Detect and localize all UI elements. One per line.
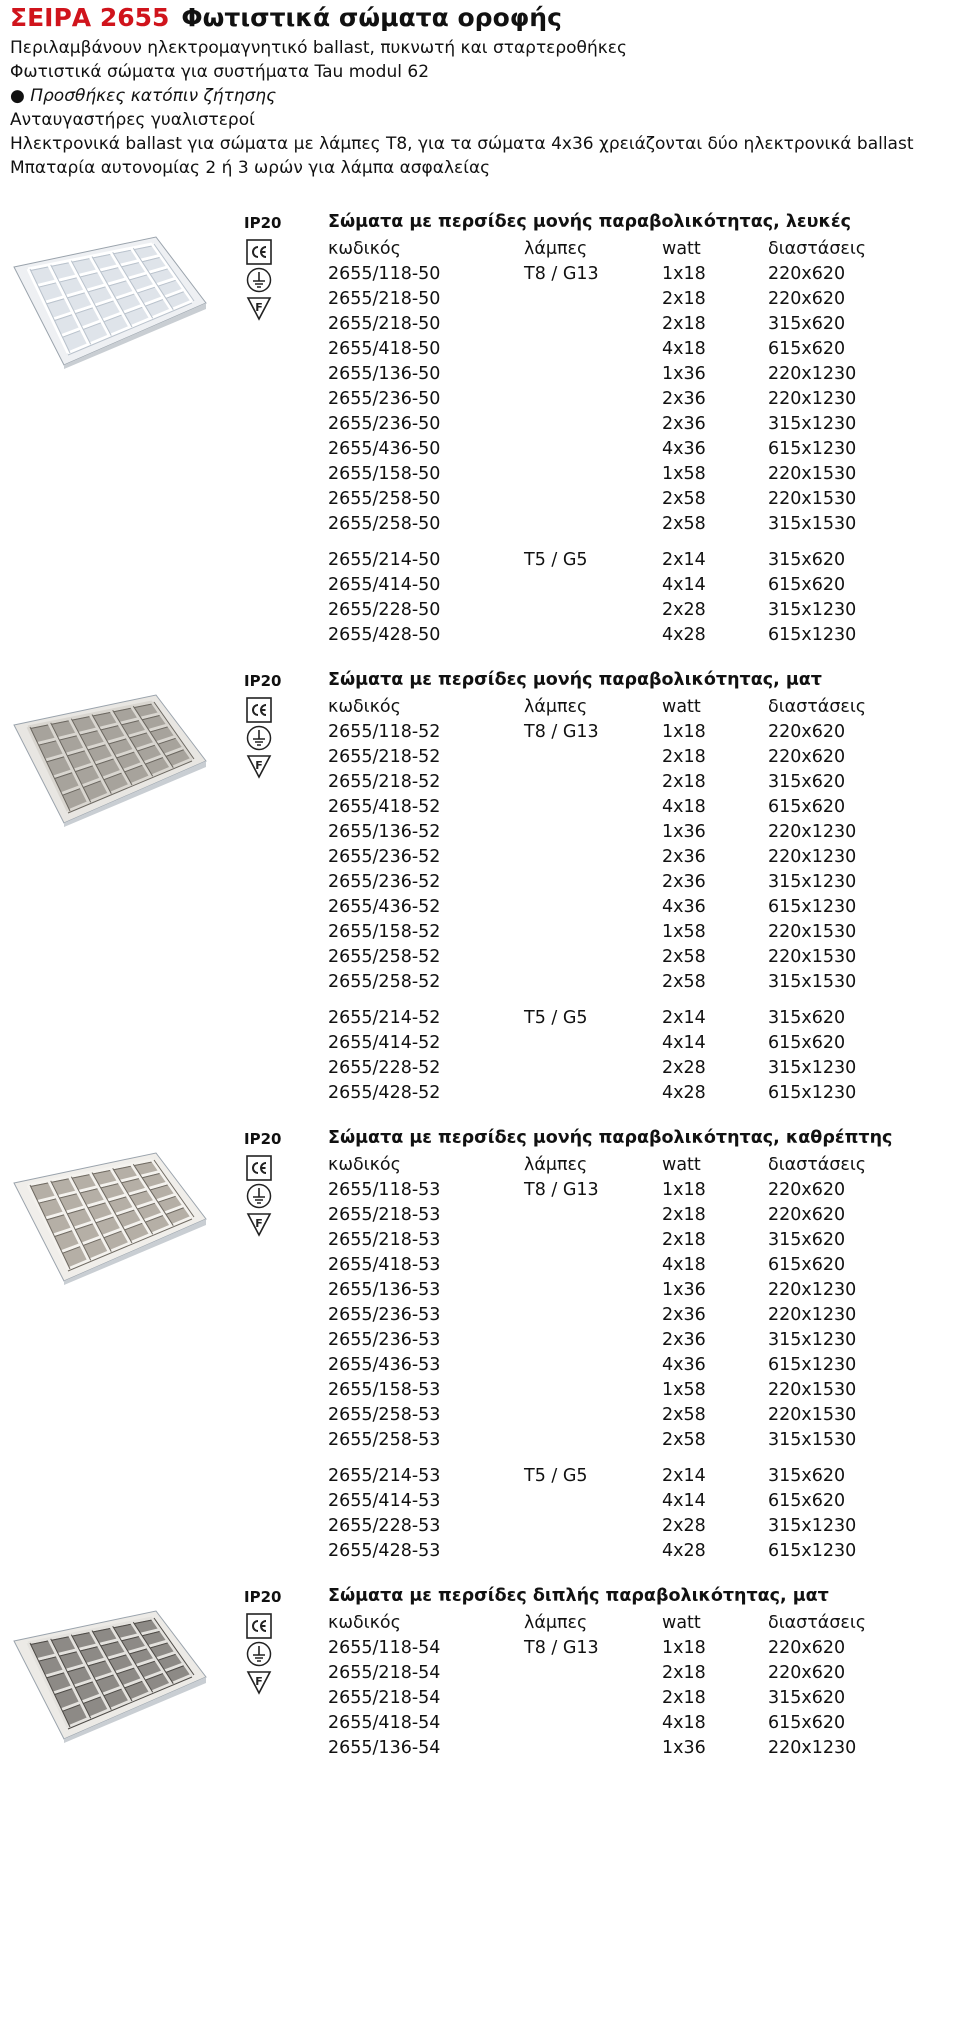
table-header: [328, 1153, 948, 1178]
ip-rating: IP20: [244, 1588, 282, 1606]
cell-code: 2655/418-53: [328, 1255, 441, 1275]
cell-code: 2655/236-53: [328, 1305, 441, 1325]
cell-dims: 315x620: [768, 1230, 846, 1250]
cell-watt: 2x36: [662, 1330, 706, 1350]
cell-watt: 2x28: [662, 1058, 706, 1078]
cell-lamps: T5 / G5: [524, 1008, 588, 1028]
col-header-watt: watt: [662, 1155, 701, 1175]
section-title: Σώματα με περσίδες μονής παραβολικότητας, λευκές: [328, 212, 852, 232]
table-row: [328, 1178, 948, 1203]
cell-dims: 615x620: [768, 797, 846, 817]
cell-dims: 220x620: [768, 1205, 846, 1225]
table-row: [328, 1031, 948, 1056]
cell-dims: 315x620: [768, 314, 846, 334]
table-row: [328, 548, 948, 573]
cell-watt: 2x58: [662, 514, 706, 534]
cell-watt: 2x58: [662, 972, 706, 992]
cell-dims: 315x620: [768, 772, 846, 792]
cell-code: 2655/236-52: [328, 872, 441, 892]
cell-watt: 4x36: [662, 897, 706, 917]
cell-dims: 220x1230: [768, 1738, 857, 1758]
table-row: [328, 1514, 948, 1539]
table-row: [328, 1636, 948, 1661]
cell-dims: 220x1230: [768, 822, 857, 842]
cell-dims: 615x620: [768, 1713, 846, 1733]
cell-code: 2655/214-52: [328, 1008, 441, 1028]
cell-dims: 315x1230: [768, 872, 857, 892]
cell-dims: 315x1230: [768, 600, 857, 620]
svg-text:F: F: [255, 1675, 263, 1688]
cell-code: 2655/218-50: [328, 289, 441, 309]
cell-dims: 220x1230: [768, 364, 857, 384]
cell-code: 2655/228-50: [328, 600, 441, 620]
cell-code: 2655/136-54: [328, 1738, 441, 1758]
cell-code: 2655/218-53: [328, 1205, 441, 1225]
cell-lamps: T8 / G13: [524, 264, 599, 284]
table-row: [328, 720, 948, 745]
cell-code: 2655/136-50: [328, 364, 441, 384]
cell-watt: 2x18: [662, 747, 706, 767]
cell-code: 2655/236-52: [328, 847, 441, 867]
table-row: [328, 920, 948, 945]
table-row: [328, 970, 948, 995]
cell-watt: 2x18: [662, 1230, 706, 1250]
cell-code: 2655/414-52: [328, 1033, 441, 1053]
flammable-surface-icon: [246, 753, 272, 779]
col-header-lamps: λάμπες: [524, 239, 588, 259]
cell-lamps: T8 / G13: [524, 1638, 599, 1658]
section-title: Σώματα με περσίδες μονής παραβολικότητας, ματ: [328, 670, 822, 690]
cell-code: 2655/418-54: [328, 1713, 441, 1733]
earth-ground-icon: [246, 267, 272, 293]
cell-dims: 220x620: [768, 1638, 846, 1658]
cell-dims: 220x620: [768, 264, 846, 284]
cell-dims: 220x620: [768, 289, 846, 309]
cell-dims: 615x620: [768, 1491, 846, 1511]
col-header-dims: διαστάσεις: [768, 1155, 867, 1175]
cell-dims: 220x1230: [768, 847, 857, 867]
table-row: [328, 1056, 948, 1081]
cell-dims: 315x620: [768, 1688, 846, 1708]
cell-code: 2655/236-50: [328, 414, 441, 434]
table-row: [328, 945, 948, 970]
table-row: [328, 312, 948, 337]
cell-dims: 315x620: [768, 1466, 846, 1486]
cell-watt: 2x18: [662, 289, 706, 309]
table-row: [328, 1203, 948, 1228]
cell-code: 2655/418-50: [328, 339, 441, 359]
cell-dims: 615x620: [768, 339, 846, 359]
col-header-code: κωδικός: [328, 1613, 401, 1633]
cell-watt: 4x18: [662, 1255, 706, 1275]
product-section: [0, 212, 960, 652]
cell-dims: 220x620: [768, 1180, 846, 1200]
svg-text:F: F: [255, 759, 263, 772]
cell-dims: 315x1530: [768, 1430, 857, 1450]
earth-ground-icon: [246, 1183, 272, 1209]
ce-mark-icon: [246, 239, 272, 265]
cell-code: 2655/218-53: [328, 1230, 441, 1250]
table-row: [328, 1253, 948, 1278]
cell-dims: 615x1230: [768, 1541, 857, 1561]
table-row: [328, 1278, 948, 1303]
flammable-surface-icon: [246, 295, 272, 321]
table-row: [328, 795, 948, 820]
cell-watt: 4x36: [662, 439, 706, 459]
svg-text:F: F: [255, 301, 263, 314]
page-title: Φωτιστικά σώματα οροφής: [181, 3, 562, 32]
table-row: [328, 1403, 948, 1428]
series-title: ΣΕΙΡΑ 2655: [10, 3, 170, 32]
cell-code: 2655/228-52: [328, 1058, 441, 1078]
table-row: [328, 870, 948, 895]
ce-mark-icon: [246, 1613, 272, 1639]
cell-dims: 220x1530: [768, 464, 857, 484]
flammable-surface-icon: [246, 1669, 272, 1695]
table-row: [328, 1464, 948, 1489]
cell-code: 2655/218-54: [328, 1688, 441, 1708]
cell-code: 2655/218-52: [328, 747, 441, 767]
cell-code: 2655/158-50: [328, 464, 441, 484]
cell-lamps: T8 / G13: [524, 1180, 599, 1200]
cell-watt: 2x28: [662, 600, 706, 620]
cell-dims: 315x1230: [768, 1516, 857, 1536]
cell-code: 2655/436-53: [328, 1355, 441, 1375]
cell-code: 2655/418-52: [328, 797, 441, 817]
cell-watt: 2x58: [662, 489, 706, 509]
cell-watt: 4x28: [662, 625, 706, 645]
title-row: [10, 0, 955, 36]
cell-watt: 1x18: [662, 1180, 706, 1200]
earth-ground-icon: [246, 1641, 272, 1667]
table-row: [328, 487, 948, 512]
cell-dims: 315x1230: [768, 414, 857, 434]
table-row: [328, 462, 948, 487]
table-row: [328, 895, 948, 920]
col-header-watt: watt: [662, 1613, 701, 1633]
ip-rating: IP20: [244, 672, 282, 690]
intro-line: Ηλεκτρονικά ballast για σώματα με λάμπες T8, για τα σώματα 4x36 χρειάζονται δύο ηλεκτρονικά ballast: [10, 134, 914, 154]
table-row: [328, 1489, 948, 1514]
luminaire-double-parabolic-louver-image: [6, 1607, 211, 1743]
table-row: [328, 437, 948, 462]
col-header-code: κωδικός: [328, 1155, 401, 1175]
ce-mark-icon: [246, 1155, 272, 1181]
cell-watt: 2x58: [662, 947, 706, 967]
col-header-lamps: λάμπες: [524, 1155, 588, 1175]
cell-code: 2655/236-50: [328, 389, 441, 409]
table-header: [328, 237, 948, 262]
table-row: [328, 623, 948, 648]
cell-watt: 2x18: [662, 1688, 706, 1708]
cell-dims: 220x1530: [768, 922, 857, 942]
intro-line: Περιλαμβάνουν ηλεκτρομαγνητικό ballast, πυκνωτή και σταρτεροθήκες: [10, 38, 627, 58]
cell-code: 2655/428-50: [328, 625, 441, 645]
cell-watt: 2x18: [662, 314, 706, 334]
cell-code: 2655/118-54: [328, 1638, 441, 1658]
cell-code: 2655/218-50: [328, 314, 441, 334]
table-header: [328, 695, 948, 720]
cell-watt: 4x14: [662, 1033, 706, 1053]
cell-watt: 4x18: [662, 797, 706, 817]
cell-dims: 220x1530: [768, 1380, 857, 1400]
table-row: [328, 1539, 948, 1564]
cell-watt: 1x36: [662, 1738, 706, 1758]
table-row: [328, 387, 948, 412]
flammable-surface-icon: [246, 1211, 272, 1237]
table-row: [328, 1686, 948, 1711]
cell-dims: 220x1230: [768, 1305, 857, 1325]
col-header-dims: διαστάσεις: [768, 1613, 867, 1633]
cell-dims: 615x620: [768, 575, 846, 595]
cell-dims: 220x1530: [768, 947, 857, 967]
cell-watt: 1x36: [662, 822, 706, 842]
product-section: [0, 1128, 960, 1568]
cell-dims: 615x1230: [768, 625, 857, 645]
cell-watt: 1x18: [662, 1638, 706, 1658]
cell-dims: 615x1230: [768, 1083, 857, 1103]
cell-code: 2655/118-52: [328, 722, 441, 742]
cell-dims: 315x1230: [768, 1330, 857, 1350]
cell-watt: 1x36: [662, 364, 706, 384]
cell-watt: 4x28: [662, 1541, 706, 1561]
cell-code: 2655/214-53: [328, 1466, 441, 1486]
cell-watt: 4x18: [662, 1713, 706, 1733]
earth-ground-icon: [246, 725, 272, 751]
intro-line: ● Προσθήκες κατόπιν ζήτησης: [10, 86, 277, 106]
cell-dims: 220x1530: [768, 489, 857, 509]
cell-watt: 2x36: [662, 414, 706, 434]
cell-watt: 2x18: [662, 1663, 706, 1683]
table-row: [328, 1081, 948, 1106]
cell-watt: 2x36: [662, 1305, 706, 1325]
cell-watt: 1x58: [662, 1380, 706, 1400]
cell-watt: 2x58: [662, 1430, 706, 1450]
cell-code: 2655/158-52: [328, 922, 441, 942]
cell-code: 2655/436-52: [328, 897, 441, 917]
cell-code: 2655/218-54: [328, 1663, 441, 1683]
table-row: [328, 1353, 948, 1378]
cell-watt: 2x36: [662, 847, 706, 867]
cell-watt: 2x36: [662, 872, 706, 892]
cell-dims: 220x620: [768, 722, 846, 742]
cell-watt: 4x18: [662, 339, 706, 359]
cell-dims: 615x620: [768, 1255, 846, 1275]
intro-lines: [10, 36, 955, 180]
table-row: [328, 1711, 948, 1736]
col-header-watt: watt: [662, 697, 701, 717]
table-row: [328, 1303, 948, 1328]
cell-watt: 4x28: [662, 1083, 706, 1103]
section-title: Σώματα με περσίδες διπλής παραβολικότητας, ματ: [328, 1586, 829, 1606]
cell-code: 2655/218-52: [328, 772, 441, 792]
cell-dims: 220x1530: [768, 1405, 857, 1425]
cell-code: 2655/414-53: [328, 1491, 441, 1511]
table-row: [328, 1228, 948, 1253]
table-row: [328, 1428, 948, 1453]
cell-watt: 2x18: [662, 772, 706, 792]
cell-dims: 220x1230: [768, 389, 857, 409]
luminaire-matte-louver-image: [6, 691, 211, 827]
cell-dims: 220x620: [768, 1663, 846, 1683]
cell-code: 2655/414-50: [328, 575, 441, 595]
table-row: [328, 845, 948, 870]
cell-watt: 2x58: [662, 1405, 706, 1425]
cell-watt: 4x36: [662, 1355, 706, 1375]
intro-line: Ανταυγαστήρες γυαλιστεροί: [10, 110, 255, 130]
cell-dims: 315x620: [768, 550, 846, 570]
cell-watt: 1x36: [662, 1280, 706, 1300]
cell-code: 2655/428-52: [328, 1083, 441, 1103]
table-row: [328, 337, 948, 362]
cell-code: 2655/258-53: [328, 1430, 441, 1450]
table-row: [328, 1006, 948, 1031]
intro-line: Μπαταρία αυτονομίας 2 ή 3 ωρών για λάμπα ασφαλείας: [10, 158, 491, 178]
cell-watt: 4x14: [662, 575, 706, 595]
table-row: [328, 287, 948, 312]
cell-code: 2655/158-53: [328, 1380, 441, 1400]
col-header-watt: watt: [662, 239, 701, 259]
table-row: [328, 1378, 948, 1403]
col-header-dims: διαστάσεις: [768, 239, 867, 259]
cell-code: 2655/428-53: [328, 1541, 441, 1561]
cell-lamps: T5 / G5: [524, 550, 588, 570]
table-row: [328, 512, 948, 537]
col-header-code: κωδικός: [328, 239, 401, 259]
section-title: Σώματα με περσίδες μονής παραβολικότητας, καθρέπτης: [328, 1128, 893, 1148]
table-row: [328, 262, 948, 287]
cell-dims: 315x620: [768, 1008, 846, 1028]
table-row: [328, 573, 948, 598]
cell-watt: 2x36: [662, 389, 706, 409]
cell-dims: 220x1230: [768, 1280, 857, 1300]
cell-watt: 2x18: [662, 1205, 706, 1225]
cell-dims: 615x1230: [768, 1355, 857, 1375]
cell-watt: 1x18: [662, 722, 706, 742]
table-row: [328, 1736, 948, 1761]
product-section: [0, 1586, 960, 2026]
ce-mark-icon: [246, 697, 272, 723]
table-row: [328, 598, 948, 623]
cell-watt: 4x14: [662, 1491, 706, 1511]
cell-code: 2655/258-52: [328, 972, 441, 992]
ip-rating: IP20: [244, 1130, 282, 1148]
svg-text:F: F: [255, 1217, 263, 1230]
table-row: [328, 412, 948, 437]
cell-code: 2655/214-50: [328, 550, 441, 570]
cell-code: 2655/136-53: [328, 1280, 441, 1300]
cell-dims: 615x620: [768, 1033, 846, 1053]
col-header-code: κωδικός: [328, 697, 401, 717]
cell-code: 2655/228-53: [328, 1516, 441, 1536]
cell-code: 2655/258-50: [328, 514, 441, 534]
cell-watt: 2x14: [662, 1008, 706, 1028]
page-header: [10, 0, 955, 180]
table-row: [328, 362, 948, 387]
table-row: [328, 1328, 948, 1353]
intro-line: Φωτιστικά σώματα για συστήματα Tau modul 62: [10, 62, 430, 82]
cell-dims: 220x620: [768, 747, 846, 767]
ip-rating: IP20: [244, 214, 282, 232]
cell-watt: 1x58: [662, 464, 706, 484]
table-row: [328, 1661, 948, 1686]
cell-code: 2655/258-53: [328, 1405, 441, 1425]
cell-code: 2655/236-53: [328, 1330, 441, 1350]
product-section: [0, 670, 960, 1110]
cell-lamps: T8 / G13: [524, 722, 599, 742]
cell-watt: 2x14: [662, 550, 706, 570]
cell-code: 2655/136-52: [328, 822, 441, 842]
cell-dims: 315x1530: [768, 972, 857, 992]
cell-watt: 1x18: [662, 264, 706, 284]
table-row: [328, 745, 948, 770]
table-row: [328, 770, 948, 795]
cell-code: 2655/118-50: [328, 264, 441, 284]
table-row: [328, 820, 948, 845]
cell-watt: 1x58: [662, 922, 706, 942]
cell-watt: 2x28: [662, 1516, 706, 1536]
table-header: [328, 1611, 948, 1636]
col-header-dims: διαστάσεις: [768, 697, 867, 717]
luminaire-white-louver-image: [6, 233, 211, 369]
cell-code: 2655/258-50: [328, 489, 441, 509]
col-header-lamps: λάμπες: [524, 697, 588, 717]
cell-dims: 315x1530: [768, 514, 857, 534]
col-header-lamps: λάμπες: [524, 1613, 588, 1633]
cell-code: 2655/118-53: [328, 1180, 441, 1200]
cell-dims: 615x1230: [768, 439, 857, 459]
cell-watt: 2x14: [662, 1466, 706, 1486]
cell-lamps: T5 / G5: [524, 1466, 588, 1486]
cell-dims: 315x1230: [768, 1058, 857, 1078]
cell-code: 2655/258-52: [328, 947, 441, 967]
cell-dims: 615x1230: [768, 897, 857, 917]
cell-code: 2655/436-50: [328, 439, 441, 459]
luminaire-mirror-louver-image: [6, 1149, 211, 1285]
